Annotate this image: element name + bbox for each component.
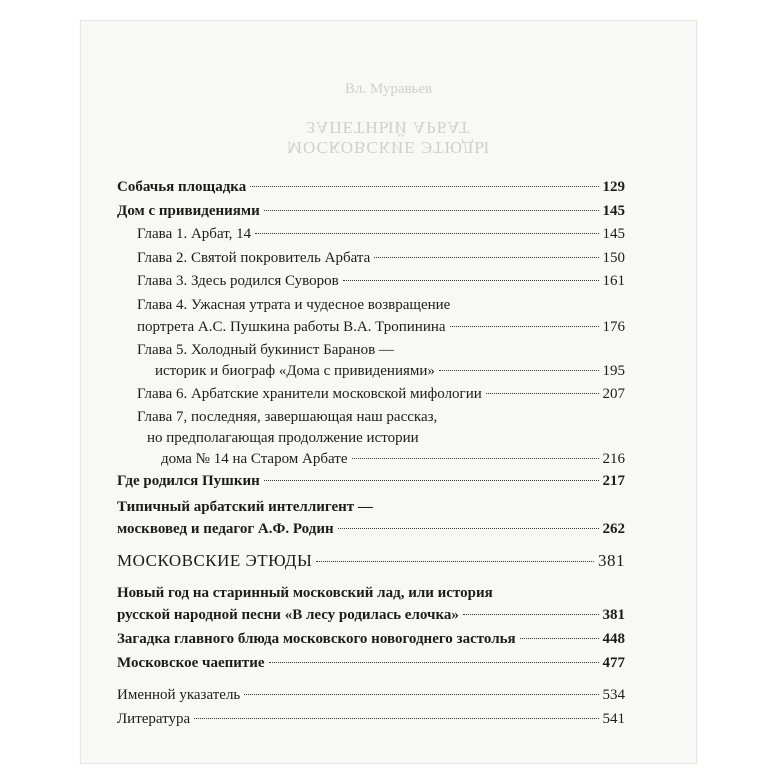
toc-entry-line: Новый год на старинный московский лад, или история (117, 585, 493, 601)
toc-entry-line: Типичный арбатский интеллигент — (117, 499, 373, 515)
dot-leader (255, 233, 598, 234)
toc-entry-title: Дом с привидениями (117, 203, 260, 219)
toc-entry (117, 628, 625, 650)
toc-entry-title: москвовед и педагог А.Ф. Родин (117, 521, 334, 537)
toc-entry-title: Московское чаепитие (117, 655, 265, 671)
toc-entry-page: 217 (602, 473, 625, 489)
toc-entry-page: 195 (602, 363, 625, 379)
toc-entry-page: 381 (602, 607, 625, 623)
toc-entry (117, 176, 625, 198)
toc-entry-title: Загадка главного блюда московского новогоднего застолья (117, 631, 516, 647)
toc-entry-title: русской народной песни «В лесу родилась елочка» (117, 607, 459, 623)
toc-entry (137, 247, 625, 269)
toc-entry (117, 200, 625, 222)
toc-entry (117, 684, 625, 706)
dot-leader (269, 662, 599, 663)
toc-entry (137, 223, 625, 245)
toc-entry-page: 262 (602, 521, 625, 537)
dot-leader (343, 280, 599, 281)
dot-leader (486, 393, 599, 394)
dot-leader (264, 210, 599, 211)
toc-entry (117, 604, 625, 626)
bleed-through-author: Вл. Муравьев (344, 81, 433, 97)
toc-entry-title: Глава 2. Святой покровитель Арбата (137, 250, 371, 266)
toc-entry-title: Собачья площадка (117, 179, 247, 195)
toc-entry-title: Литература (117, 711, 191, 727)
toc-entry-title: МОСКОВСКИЕ ЭТЮДЫ (117, 551, 313, 570)
toc-entry-page: 448 (602, 631, 625, 647)
toc-entry (117, 708, 625, 730)
dot-leader (338, 528, 599, 529)
dot-leader (374, 257, 598, 258)
toc-entry-title: дома № 14 на Старом Арбате (161, 451, 348, 467)
toc-entry-page: 145 (602, 226, 625, 242)
toc-entry (161, 448, 625, 470)
toc-entry (137, 316, 625, 338)
toc-entry (117, 652, 625, 674)
dot-leader (264, 480, 599, 481)
toc-entry-page: 541 (602, 711, 625, 727)
toc-entry-line: но предполагающая продолжение истории (147, 430, 419, 446)
toc-entry (155, 360, 625, 382)
toc-entry-page: 381 (598, 551, 625, 570)
toc-entry-line: Глава 5. Холодный букинист Баранов — (137, 342, 394, 358)
bleed-through-title-1: ЗАПЕТНЫЙ АРБАТ (306, 118, 471, 137)
toc-entry (117, 470, 625, 492)
toc-entry-page: 161 (602, 273, 625, 289)
dot-leader (352, 458, 599, 459)
toc-entry-title: Где родился Пушкин (117, 473, 260, 489)
dot-leader (520, 638, 599, 639)
toc-entry (137, 383, 625, 405)
toc-entry-page: 129 (602, 179, 625, 195)
toc-entry-line: Глава 7, последняя, завершающая наш рассказ, (137, 409, 438, 425)
toc-entry-title: портрета А.С. Пушкина работы В.А. Тропинина (137, 319, 446, 335)
toc-entry-page: 145 (602, 203, 625, 219)
dot-leader (463, 614, 599, 615)
dot-leader (316, 561, 594, 562)
toc-entry-title: Глава 3. Здесь родился Суворов (137, 273, 339, 289)
toc-entry-page: 207 (602, 386, 625, 402)
toc-entry-title: историк и биограф «Дома с привидениями» (155, 363, 435, 379)
dot-leader (439, 370, 599, 371)
dot-leader (250, 186, 598, 187)
toc-entry-line: Глава 4. Ужасная утрата и чудесное возвращение (137, 297, 451, 313)
toc-entry-page: 150 (602, 250, 625, 266)
bleed-through-title-2: МОСКОВСКИЕ ЭТЮДЫ (286, 138, 491, 157)
toc-entry-page: 477 (602, 655, 625, 671)
toc-entry-title: Глава 6. Арбатские хранители московской мифологии (137, 386, 482, 402)
toc-entry-page: 534 (602, 687, 625, 703)
toc-entry-title: Именной указатель (117, 687, 241, 703)
toc-section-heading (117, 550, 625, 572)
toc-entry-page: 216 (602, 451, 625, 467)
toc-entry-title: Глава 1. Арбат, 14 (137, 226, 252, 242)
dot-leader (450, 326, 599, 327)
dot-leader (244, 694, 598, 695)
toc-entry-page: 176 (602, 319, 625, 335)
toc-entry (137, 270, 625, 292)
toc-entry (117, 518, 625, 540)
dot-leader (194, 718, 598, 719)
